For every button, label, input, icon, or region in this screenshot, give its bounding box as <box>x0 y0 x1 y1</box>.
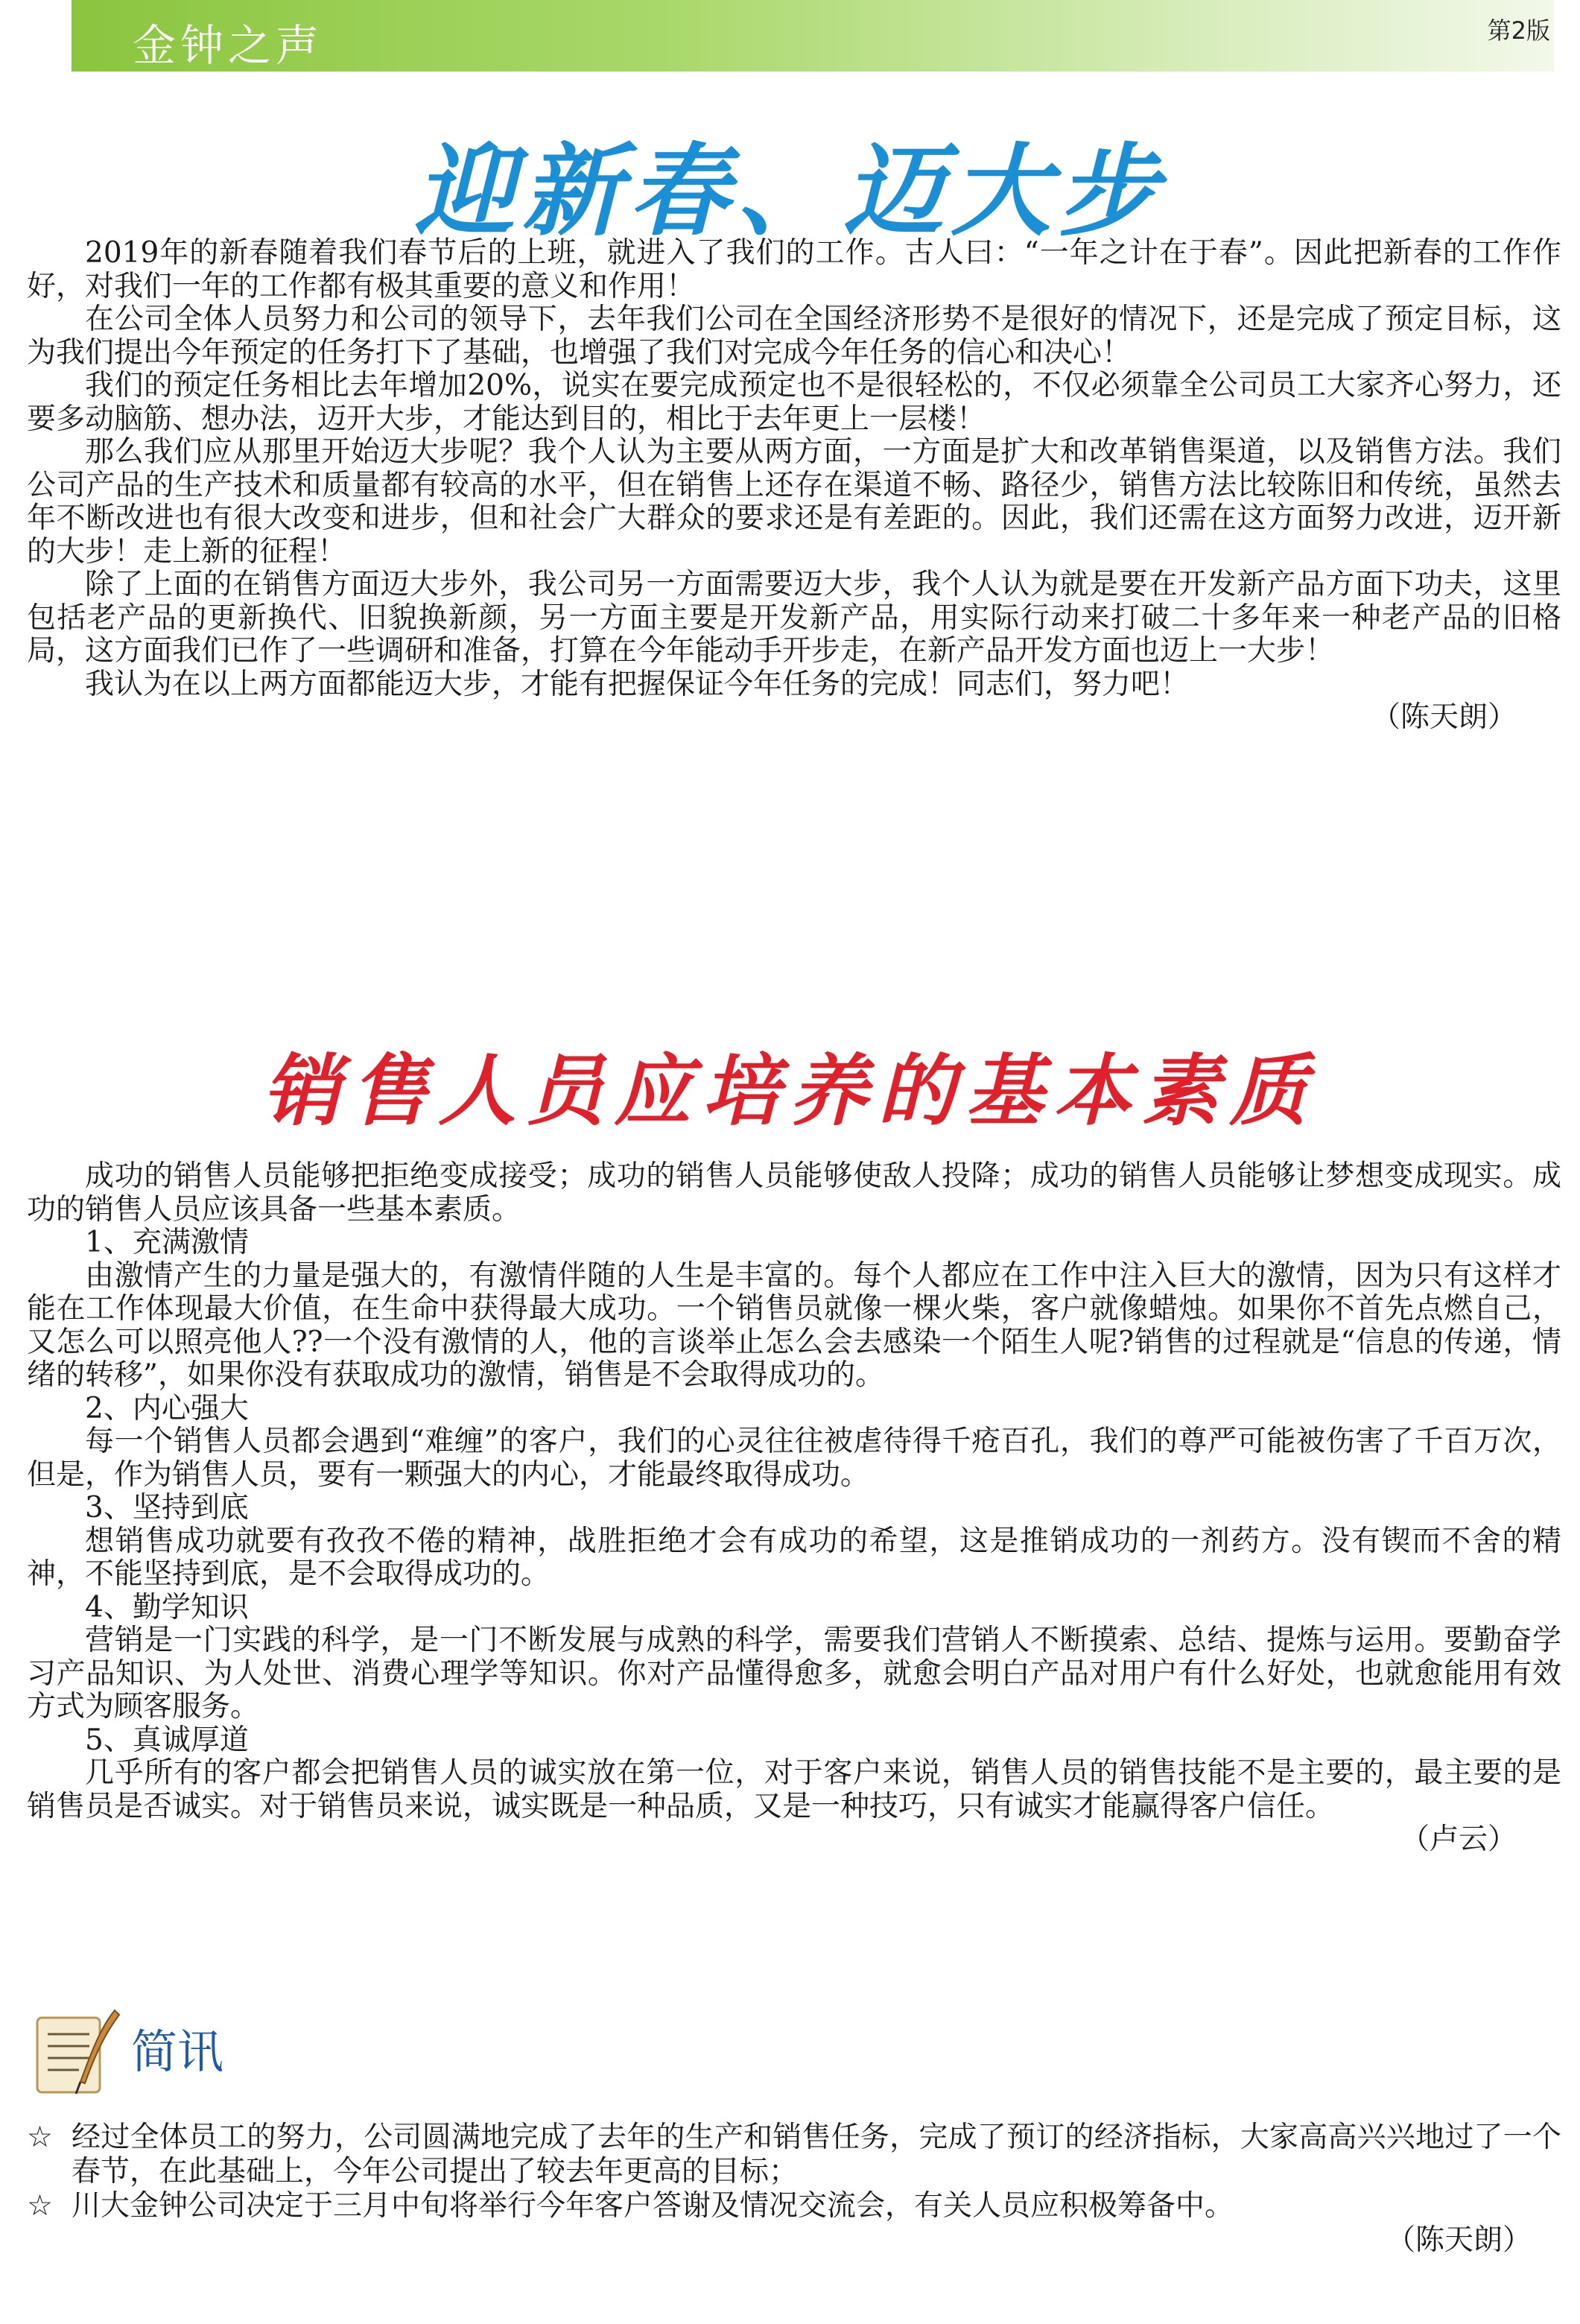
scroll-quill-icon <box>27 2004 124 2101</box>
news-text: 川大金钟公司决定于三月中旬将举行今年客户答谢及情况交流会，有关人员应积极筹备中。 <box>72 2189 1234 2223</box>
article1-paragraph: 除了上面的在销售方面迈大步外，我公司另一方面需要迈大步，我个人认为就是要在开发新产品方面下功夫，这里包括老产品的更新换代、旧貌换新颜，另一方面主要是开发新产品，用实际行动来打破二十多年来一种老产品的旧格局，这方面我们已作了一些调研和准备，打算在今年能动手开步走，在新产品开发方面也迈上一大步！ <box>27 568 1561 668</box>
article1-author: （陈天朗） <box>1371 700 1517 734</box>
article1-paragraph: 我认为在以上两方面都能迈大步，才能有把握保证今年任务的完成！同志们，努力吧！ <box>85 667 1190 701</box>
star-bullet-icon: ☆ <box>27 2189 53 2223</box>
section-body: 几乎所有的客户都会把销售人员的诚实放在第一位，对于客户来说，销售人员的销售技能不是主要的，最主要的是销售员是否诚实。对于销售员来说，诚实既是一种品质，又是一种技巧，只有诚实才能赢得客户信任。 <box>27 1756 1561 1823</box>
news-header <box>27 2004 474 2101</box>
section-heading: 5、真诚厚道 <box>85 1723 249 1757</box>
news-label: 简讯 <box>131 2024 224 2079</box>
star-bullet-icon: ☆ <box>27 2121 53 2154</box>
section-heading: 4、勤学知识 <box>85 1590 249 1624</box>
article2-author: （卢云） <box>1400 1823 1517 1856</box>
section-body: 每一个销售人员都会遇到“难缠”的客户，我们的心灵往往被虐待得千疮百孔，我们的尊严可能被伤害了千百万次，但是，作为销售人员，要有一颗强大的内心，才能最终取得成功。 <box>27 1425 1561 1492</box>
news-text: 经过全体员工的努力，公司圆满地完成了去年的生产和销售任务，完成了预订的经济指标，大家高高兴兴地过了一个春节，在此基础上，今年公司提出了较去年更高的目标； <box>72 2121 1561 2188</box>
section-heading: 3、坚持到底 <box>85 1491 249 1524</box>
article1-paragraph: 在公司全体人员努力和公司的领导下，去年我们公司在全国经济形势不是很好的情况下，还是完成了预定目标，这为我们提出今年预定的任务打下了基础，也增强了我们对完成今年任务的信心和决心！ <box>27 303 1561 370</box>
article2-body <box>27 1160 1561 1857</box>
article1-paragraph: 那么我们应从那里开始迈大步呢？我个人认为主要从两方面，一方面是扩大和改革销售渠道，以及销售方法。我们公司产品的生产技术和质量都有较高的水平，但在销售上还存在渠道不畅、路径少，销售方法比较陈旧和传统，虽然去年不断改进也有很大改变和进步，但和社会广大群众的要求还是有差距的。因此，我们还需在这方面努力改进，迈开新的大步！走上新的征程！ <box>27 435 1561 569</box>
header-bar <box>72 0 1554 72</box>
article1-paragraph: 2019年的新春随着我们春节后的上班，就进入了我们的工作。古人曰：“一年之计在于春”。因此把新春的工作作好，对我们一年的工作都有极其重要的意义和作用！ <box>27 236 1561 303</box>
news-author: （陈天朗） <box>1386 2223 1532 2257</box>
section-body: 想销售成功就要有孜孜不倦的精神，战胜拒绝才会有成功的希望，这是推销成功的一剂药方。没有锲而不舍的精神，不能坚持到底，是不会取得成功的。 <box>27 1524 1561 1591</box>
article1-title: 迎新春、迈大步 <box>414 132 1166 250</box>
article2-intro: 成功的销售人员能够把拒绝变成接受；成功的销售人员能够使敌人投降；成功的销售人员能够让梦想变成现实。成功的销售人员应该具备一些基本素质。 <box>27 1159 1561 1226</box>
section-heading: 2、内心强大 <box>85 1391 249 1425</box>
section-heading: 1、充满激情 <box>85 1226 249 1259</box>
section-body: 营销是一门实践的科学，是一门不断发展与成熟的科学，需要我们营销人不断摸索、总结、提炼与运用。要勤奋学习产品知识、为人处世、消费心理学等知识。你对产品懂得愈多，就愈会明白产品对用户有什么好处，也就愈能用有效方式为顾客服务。 <box>27 1624 1561 1723</box>
article2-title: 销售人员应培养的基本素质 <box>262 1045 1318 1136</box>
news-item <box>27 2189 1561 2223</box>
news-item <box>27 2121 1561 2189</box>
news-list <box>27 2121 1561 2258</box>
newsletter-title: 金钟之声 <box>133 20 324 71</box>
article1-paragraph: 我们的预定任务相比去年增加20%，说实在要完成预定也不是很轻松的，不仅必须靠全公司员工大家齐心努力，还要多动脑筋、想办法，迈开大步，才能达到目的，相比于去年更上一层楼！ <box>27 369 1561 436</box>
section-body: 由激情产生的力量是强大的，有激情伴随的人生是丰富的。每个人都应在工作中注入巨大的激情，因为只有这样才能在工作体现最大价值，在生命中获得最大成功。一个销售员就像一棵火柴，客户就像蜡烛。如果你不首先点燃自己，又怎么可以照亮他人??一个没有激情的人，他的言谈举止怎么会去感染一个陌生人呢?销售的过程就是“信息的传递，情绪的转移”，如果你没有获取成功的激情，销售是不会取得成功的。 <box>27 1258 1561 1392</box>
article1-body <box>27 237 1561 735</box>
page-number: 第2版 <box>1487 16 1550 45</box>
